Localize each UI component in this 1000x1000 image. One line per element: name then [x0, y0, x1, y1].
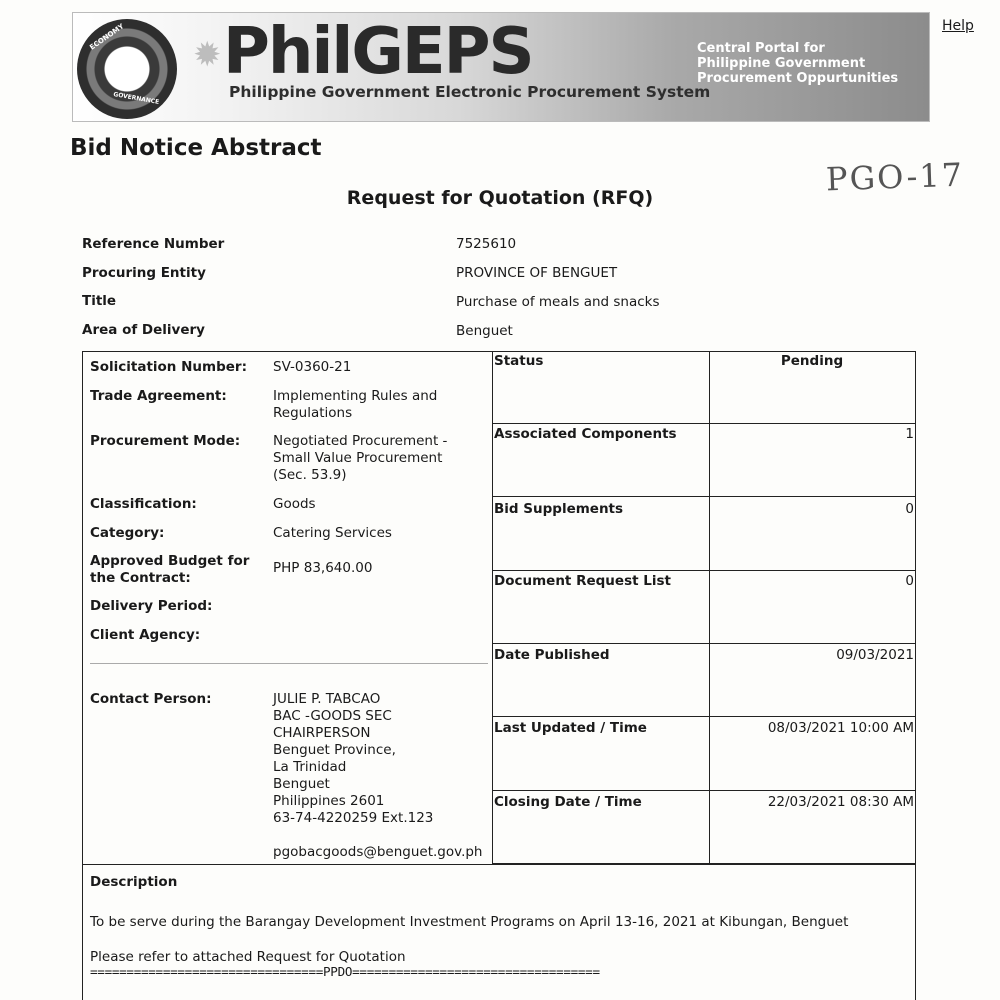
page-title: Bid Notice Abstract — [70, 135, 322, 161]
procuring-entity-value: PROVINCE OF BENGUET — [456, 265, 618, 281]
portal-tagline — [697, 41, 923, 86]
description-reference: Please refer to attached Request for Quotation — [90, 949, 406, 965]
contact-email[interactable]: pgobacgoods@benguet.gov.ph — [273, 844, 483, 860]
philgeps-seal-logo — [77, 19, 177, 119]
associated-components-row — [492, 424, 916, 497]
date-published-value: 09/03/2021 — [836, 647, 914, 663]
bid-supplements-label: Bid Supplements — [494, 501, 624, 517]
contact-line: Benguet — [273, 776, 330, 792]
closing-date-row — [492, 791, 916, 864]
portal-tagline-line: Philippine Government — [697, 56, 866, 71]
status-label: Status — [494, 353, 544, 369]
summary-label: Title — [82, 293, 117, 309]
summary-label: Area of Delivery — [82, 322, 205, 338]
delivery-period-label: Delivery Period: — [90, 598, 213, 614]
philgeps-logo-text: PhilGEPS — [223, 15, 533, 89]
trade-agreement-value: Implementing Rules and Regulations — [273, 388, 438, 421]
contact-line: La Trinidad — [273, 759, 347, 775]
approved-budget-label: Approved Budget for the Contract: — [90, 553, 250, 586]
seal-text-bottom: GOVERNANCE — [112, 91, 160, 106]
contact-line: BAC -GOODS SEC — [273, 708, 392, 724]
classification-label: Classification: — [90, 496, 197, 512]
philgeps-banner — [72, 12, 930, 122]
description-text: To be serve during the Barangay Development Investment Programs on April 13-16, 2021 at Kibungan, Benguet — [90, 914, 849, 930]
contact-line: CHAIRPERSON — [273, 725, 371, 741]
date-published-row — [492, 644, 916, 717]
contact-person-label: Contact Person: — [90, 691, 212, 707]
notice-type-heading: Request for Quotation (RFQ) — [346, 187, 654, 209]
approved-budget-value: PHP 83,640.00 — [273, 560, 373, 576]
classification-value: Goods — [273, 496, 316, 512]
procurement-mode-value: Negotiated Procurement - Small Value Procurement (Sec. 53.9) — [273, 433, 448, 483]
category-label: Category: — [90, 525, 165, 541]
status-row — [492, 351, 916, 424]
contact-line: 63-74-4220259 Ext.123 — [273, 810, 434, 826]
date-published-label: Date Published — [494, 647, 610, 663]
status-value: Pending — [780, 353, 844, 369]
last-updated-value: 08/03/2021 10:00 AM — [767, 720, 914, 736]
solicitation-number-value: SV-0360-21 — [273, 359, 352, 375]
contact-person-block — [273, 691, 488, 827]
portal-tagline-line: Central Portal for — [697, 41, 825, 56]
handwritten-note: PGO-17 — [825, 155, 965, 199]
sun-icon: ✹ — [193, 35, 222, 75]
portal-tagline-line: Procurement Oppurtunities — [697, 71, 899, 86]
contact-line: Benguet Province, — [273, 742, 396, 758]
procurement-mode-label: Procurement Mode: — [90, 433, 241, 449]
document-request-list-value: 0 — [905, 573, 914, 589]
reference-number-value: 7525610 — [456, 236, 517, 252]
description-title: Description — [90, 874, 178, 890]
last-updated-label: Last Updated / Time — [494, 720, 647, 736]
section-divider — [90, 663, 488, 664]
summary-label: Procuring Entity — [82, 265, 206, 281]
help-link[interactable]: Help — [942, 18, 974, 34]
document-request-list-row — [492, 571, 916, 644]
contact-line: JULIE P. TABCAO — [273, 691, 381, 707]
bid-supplements-value: 0 — [905, 501, 914, 517]
seal-text-top: ECONOMY — [88, 22, 126, 52]
closing-date-value: 22/03/2021 08:30 AM — [767, 794, 914, 810]
document-request-list-label: Document Request List — [494, 573, 671, 589]
description-box — [82, 864, 916, 1000]
contact-line: Philippines 2601 — [273, 793, 385, 809]
area-of-delivery-value: Benguet — [456, 323, 513, 339]
title-value: Purchase of meals and snacks — [456, 294, 660, 310]
associated-components-value: 1 — [905, 426, 914, 442]
closing-date-label: Closing Date / Time — [494, 794, 642, 810]
client-agency-label: Client Agency: — [90, 627, 201, 643]
associated-components-label: Associated Components — [494, 426, 677, 442]
solicitation-number-label: Solicitation Number: — [90, 359, 247, 375]
summary-label: Reference Number — [82, 236, 225, 252]
bid-supplements-row — [492, 497, 916, 571]
trade-agreement-label: Trade Agreement: — [90, 388, 227, 404]
last-updated-row — [492, 717, 916, 791]
category-value: Catering Services — [273, 525, 392, 541]
philgeps-logo-subtitle: Philippine Government Electronic Procurement System — [229, 83, 711, 101]
description-separator: ================================PPDO================================== — [90, 964, 600, 979]
